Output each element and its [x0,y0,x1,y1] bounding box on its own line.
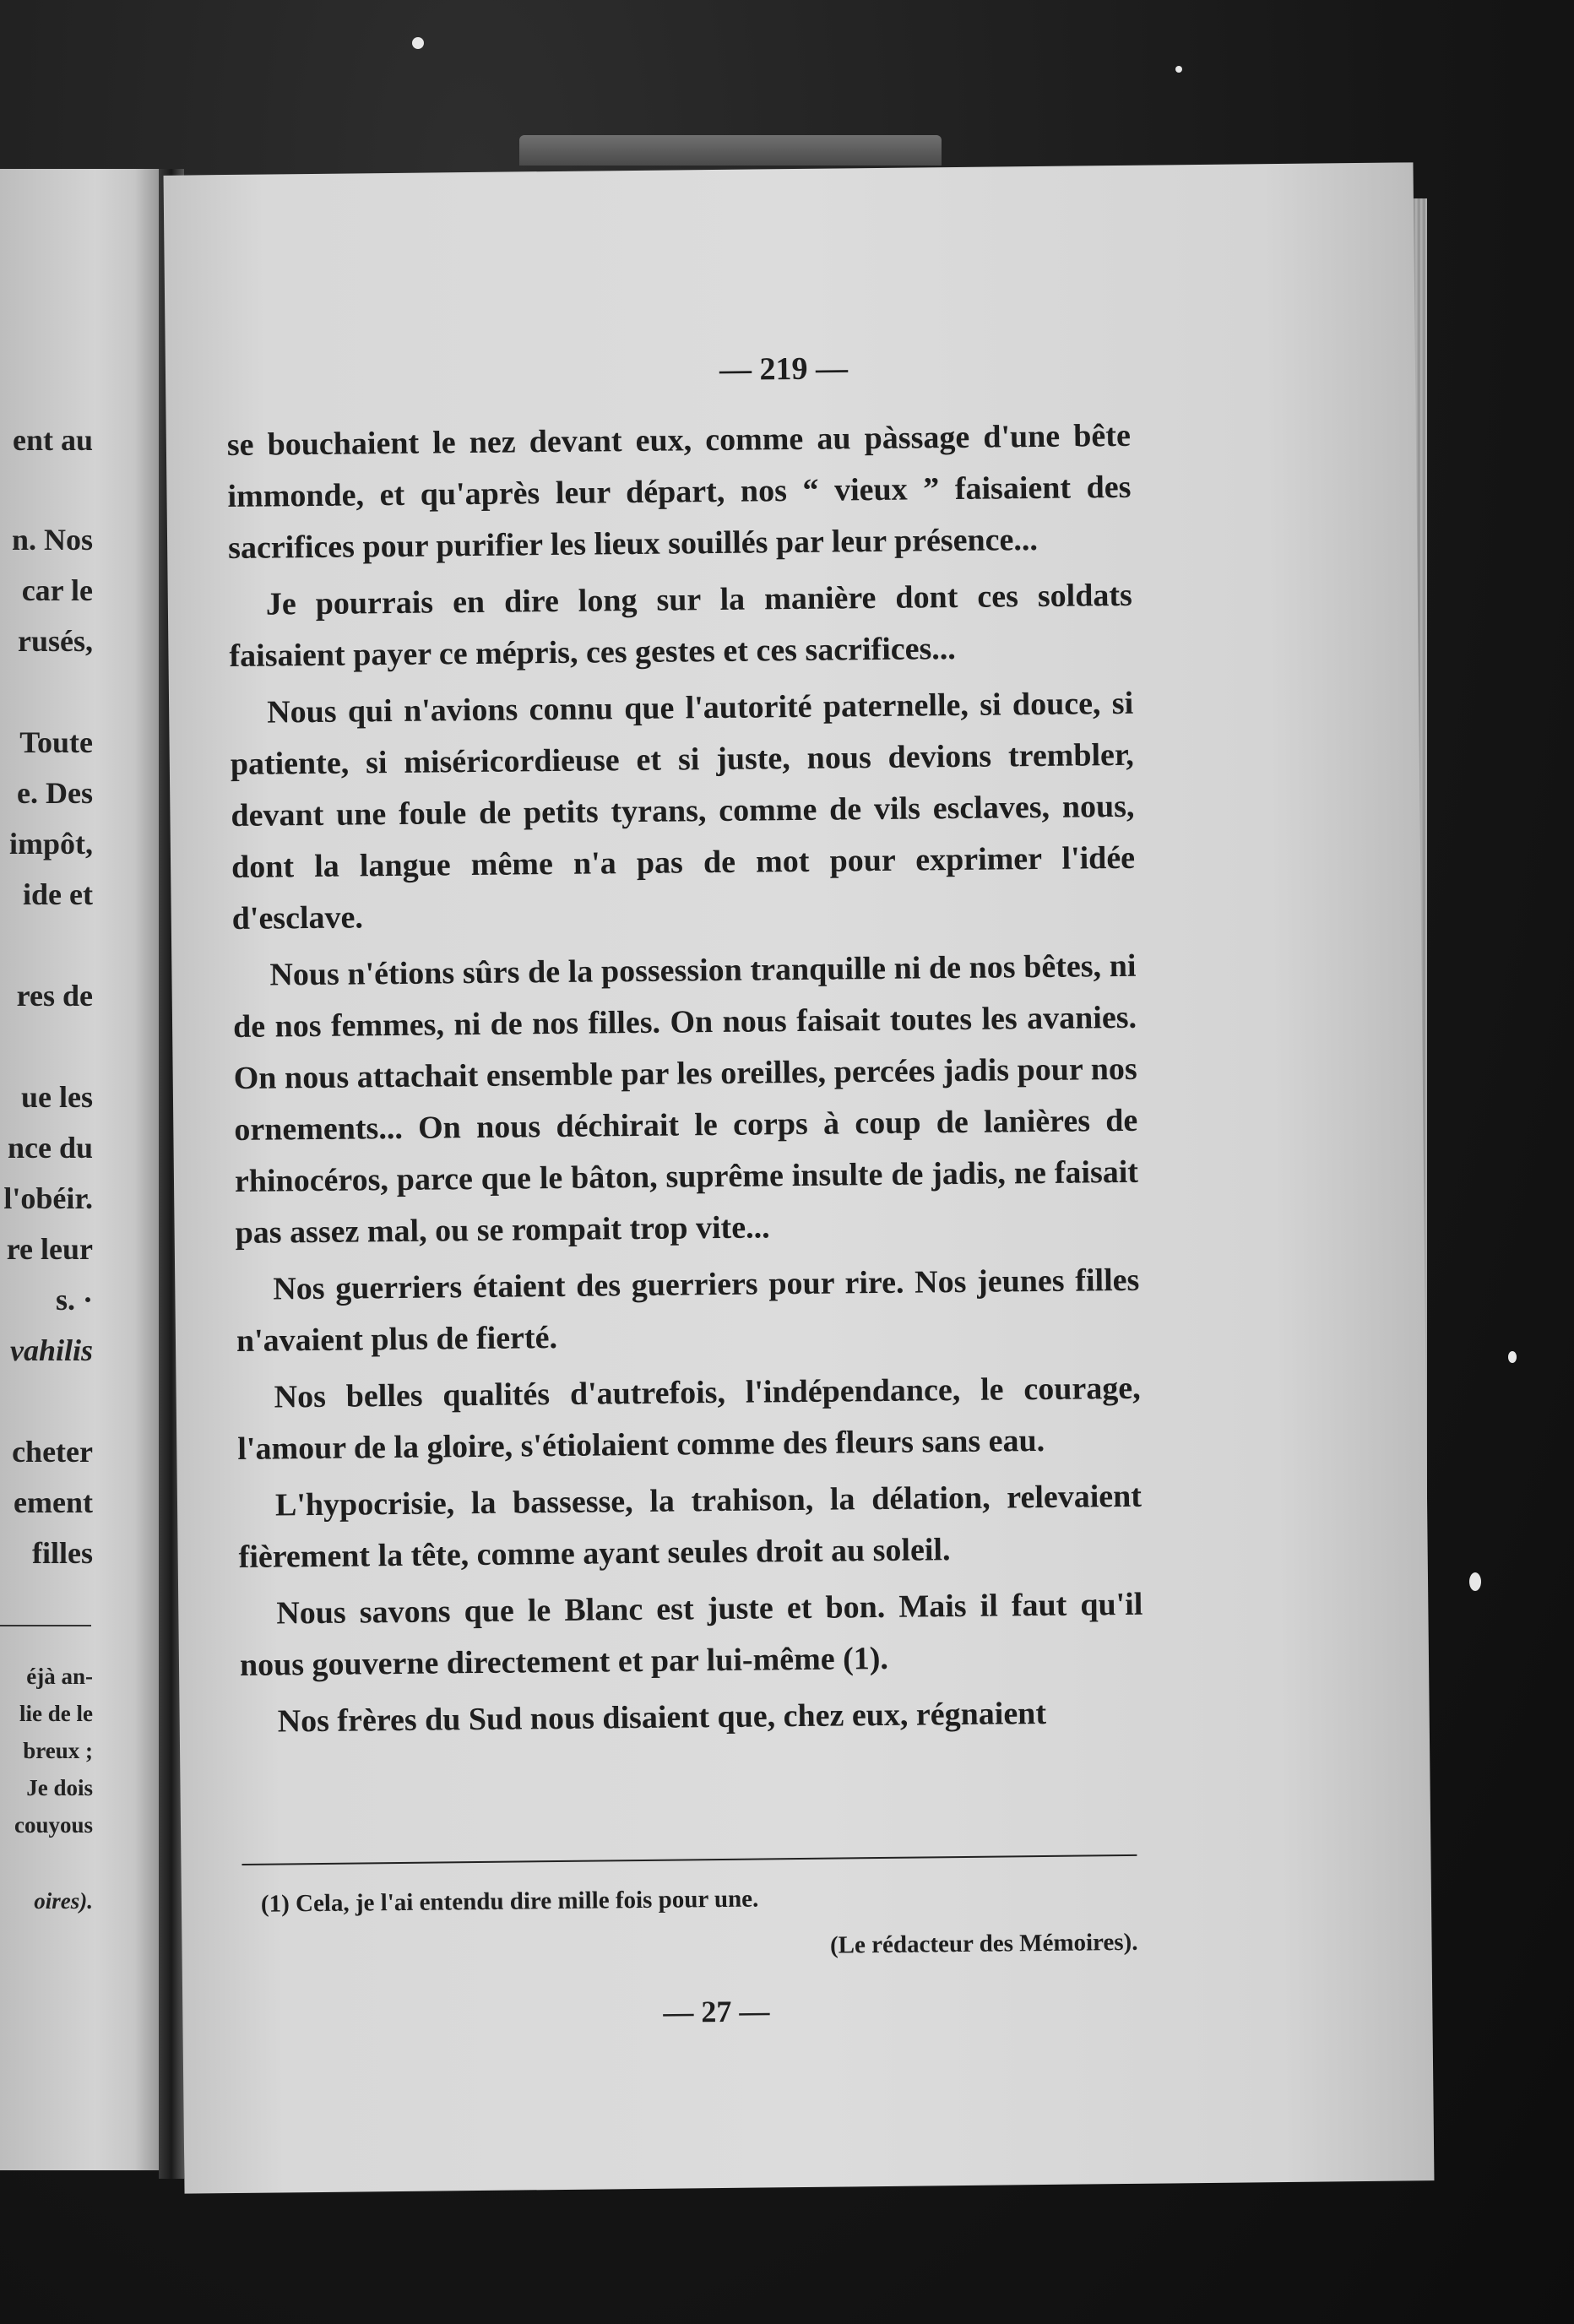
signature-mark: — 27 — [663,1994,770,2029]
left-page-line: filles [32,1536,93,1570]
dust-speck [1469,1572,1481,1591]
paragraph: Nos guerriers étaient des guerriers pour rire. Nos jeunes filles n'avaient plus de fierté. [236,1262,1140,1359]
paragraph: L'hypocrisie, la bassesse, la trahison, la délation, relevaient fièrement la tête, comme ayant seules droit au soleil. [238,1478,1143,1575]
left-page-line: ement [14,1485,93,1519]
page-number: — 219 — [719,350,849,388]
paragraph: se bouchaient le nez devant eux, comme au pàssage d'une bête immonde, et qu'après leur départ, nos “ vieux ” faisaient des sacrifices pour purifier les lieux souillés par leur présence... [226,417,1132,567]
left-page-footnote-line: oires). [34,1888,93,1914]
paragraph: Nous qui n'avions connu que l'autorité paternelle, si douce, si patiente, si miséricordieuse et si juste, nous devions trembler, devant une foule de petits tyrans, comme de vils esclaves, nous, dont la langue même n'a pas de mot pour exprimer l'idée d'esclave. [230,685,1136,937]
left-page-footnote-line: breux ; [23,1738,93,1763]
left-page-line: rusés, [18,624,93,658]
left-page-line: car le [21,573,93,607]
left-page-line: nce du [7,1131,93,1165]
left-page-line: res de [16,979,93,1013]
left-page-line: ent au [12,423,93,457]
left-page-line: cheter [12,1435,93,1469]
paragraph: Nous savons que le Blanc est juste et bon. Mais il faut qu'il nous gouverne directement et par lui-même (1). [239,1586,1143,1683]
left-page-line: s. · [55,1283,93,1317]
right-page [164,162,1435,2193]
body-text [227,410,1144,1753]
left-page-line: Toute [19,725,93,759]
dust-speck [412,37,424,49]
paragraph: Nos frères du Sud nous disaient que, chez eux, régnaient [277,1695,1047,1740]
paragraph: Nous n'étions sûrs de la possession tranquille ni de nos bêtes, ni de nos femmes, ni de nos filles. On nous faisait toutes les avanies. On nous attachait ensemble par les oreilles, percées jadis pour nos ornements... On nous déchirait le corps à coup de lanières de rhinocéros, parce que le bâton, suprême insulte de jadis, ne faisait pas assez mal, ou se rompait trop vite... [232,948,1139,1251]
paragraph: Je pourrais en dire long sur la manière dont ces soldats faisaient payer ce mépris, ces gestes et ces sacrifices... [229,577,1133,675]
left-page-footnote-rule [0,1625,91,1626]
left-page-line: n. Nos [11,523,93,557]
left-page-line: vahilis [9,1333,93,1367]
dust-speck [1175,66,1182,73]
left-page-footnote-line: lie de le [19,1701,93,1726]
left-page-line: ide et [23,877,93,911]
footnote-rule [242,1854,1137,1865]
footnote: (1) Cela, je l'ai entendu dire mille fois pour une. [260,1885,759,1918]
left-page-line: re leur [6,1232,93,1266]
bookmark-tab [519,135,942,166]
dust-speck [1508,1351,1517,1363]
left-page-line: ue les [21,1080,93,1114]
left-page-footnote-line: Je dois [26,1775,93,1800]
left-page-footnote-line: couyous [14,1812,93,1838]
footnote-attribution: (Le rédacteur des Mémoires). [829,1928,1138,1959]
left-page-footnote-line: éjà an- [26,1664,93,1689]
left-page-line: e. Des [17,776,93,810]
page-content [225,163,1360,2193]
left-page-line: impôt, [9,827,93,861]
paragraph: Nos belles qualités d'autrefois, l'indépendance, le courage, l'amour de la gloire, s'étiolaient comme des fleurs sans eau. [237,1370,1141,1467]
left-page [0,169,159,2170]
left-page-line: l'obéir. [3,1181,93,1215]
